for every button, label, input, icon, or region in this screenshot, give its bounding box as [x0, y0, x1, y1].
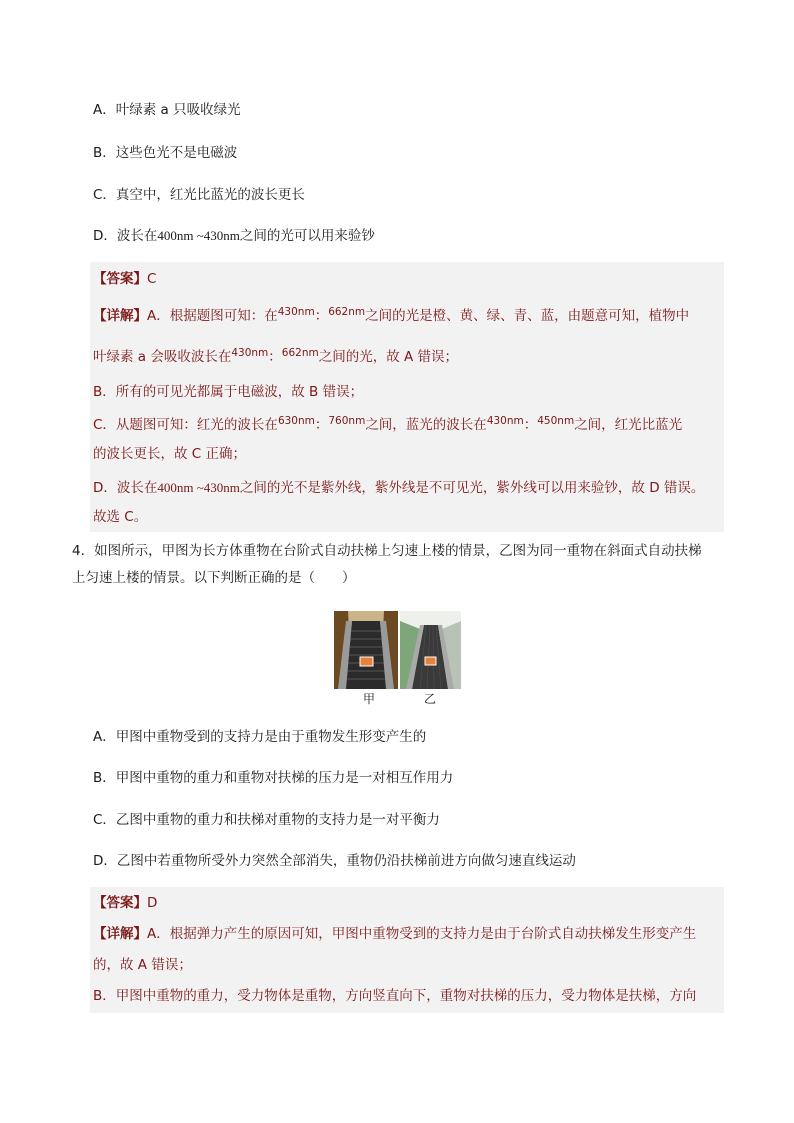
q3-option-a: A．叶绿素 a 只吸收绿光 — [93, 102, 241, 118]
text: 之间的光，故 A 错误； — [318, 349, 459, 365]
q4-option-a: A．甲图中重物受到的支持力是由于重物发生形变产生的 — [93, 729, 427, 745]
answer-value: C — [147, 271, 157, 287]
range-value: 430nm — [277, 306, 315, 318]
text: D．波长在 — [93, 480, 158, 496]
answer-tag: 【答案】 — [93, 271, 147, 287]
text: 之间的光是橙、黄、绿、青、蓝，由题意可知，植物中 — [365, 308, 690, 324]
range-sep: ： — [523, 417, 538, 433]
q4-answer-line — [93, 893, 157, 913]
answer-value: D — [147, 895, 158, 911]
detail-tag: 【详解】 — [93, 926, 147, 942]
detail-tag: 【详解】 — [93, 308, 147, 324]
escalator-photo-ramp — [400, 611, 461, 689]
q3-detail-line-3: B．所有的可见光都属于电磁波，故 B 错误； — [93, 384, 364, 400]
q3-detail-line-5: 的波长更长，故 C 正确； — [93, 446, 247, 462]
q3-option-d-range: 400nm ~430nm — [157, 228, 240, 243]
escalator-photo-stairs — [334, 611, 398, 689]
text: 之间的光不是紫外线，紫外线是不可见光，紫外线可以用来验钞，故 D 错误。 — [239, 480, 705, 496]
q3-detail-line-6 — [93, 478, 704, 498]
q3-detail-line-4 — [93, 415, 682, 436]
q3-option-d-prefix: D．波长在 — [93, 228, 158, 244]
range-value: 662nm — [281, 347, 319, 359]
q4-detail-line-3: B．甲图中重物的重力，受力物体是重物，方向竖直向下，重物对扶梯的压力，受力物体是扶梯，方向 — [93, 988, 697, 1004]
range-value: 430nm — [486, 415, 524, 427]
range-value: 430nm — [231, 347, 269, 359]
q3-option-b: B．这些色光不是电磁波 — [93, 145, 238, 161]
text: A．根据题图可知：在 — [147, 308, 278, 324]
q4-stem-line-1: 4．如图所示，甲图为长方体重物在台阶式自动扶梯上匀速上楼的情景，乙图为同一重物在斜面式自动扶梯 — [72, 543, 702, 559]
q3-option-c: C．真空中，红光比蓝光的波长更长 — [93, 187, 305, 203]
q3-option-d — [93, 226, 375, 246]
text: C．从题图可知：红光的波长在 — [93, 417, 278, 433]
q4-option-d: D．乙图中若重物所受外力突然全部消失，重物仍沿扶梯前进方向做匀速直线运动 — [93, 853, 576, 869]
answer-tag: 【答案】 — [93, 895, 147, 911]
q3-detail-line-7: 故选 C。 — [93, 509, 148, 525]
q3-option-d-suffix: 之间的光可以用来验钞 — [239, 228, 375, 244]
text: 之间，蓝光的波长在 — [365, 417, 487, 433]
text: A．根据弹力产生的原因可知，甲图中重物受到的支持力是由于台阶式自动扶梯发生形变产生 — [147, 926, 697, 942]
range-value: 760nm — [328, 415, 366, 427]
q4-option-b: B．甲图中重物的重力和重物对扶梯的压力是一对相互作用力 — [93, 770, 454, 786]
q4-detail-line-1 — [93, 924, 696, 944]
q4-stem-line-2: 上匀速上楼的情景。以下判断正确的是（ ） — [72, 570, 356, 586]
q3-answer-box — [90, 262, 724, 532]
q3-detail-line-2 — [93, 347, 458, 368]
caption-right: 乙 — [424, 692, 437, 706]
q4-option-c: C．乙图中重物的重力和扶梯对重物的支持力是一对平衡力 — [93, 812, 440, 828]
q4-detail-line-2: 的，故 A 错误； — [93, 957, 192, 973]
range-sep: ： — [314, 417, 329, 433]
q4-answer-box — [90, 887, 724, 1013]
range-value: 662nm — [328, 306, 366, 318]
q3-answer-line — [93, 269, 156, 289]
caption-left: 甲 — [363, 692, 376, 706]
text: 叶绿素 a 会吸收波长在 — [93, 349, 232, 365]
range-value: 630nm — [277, 415, 315, 427]
range-sep: ： — [268, 349, 282, 365]
text: 之间，红光比蓝光 — [574, 417, 683, 433]
range-value: 400nm ~430nm — [157, 480, 240, 495]
range-sep: ： — [314, 308, 329, 324]
range-value: 450nm — [537, 415, 575, 427]
q3-detail-line-1 — [93, 306, 689, 327]
